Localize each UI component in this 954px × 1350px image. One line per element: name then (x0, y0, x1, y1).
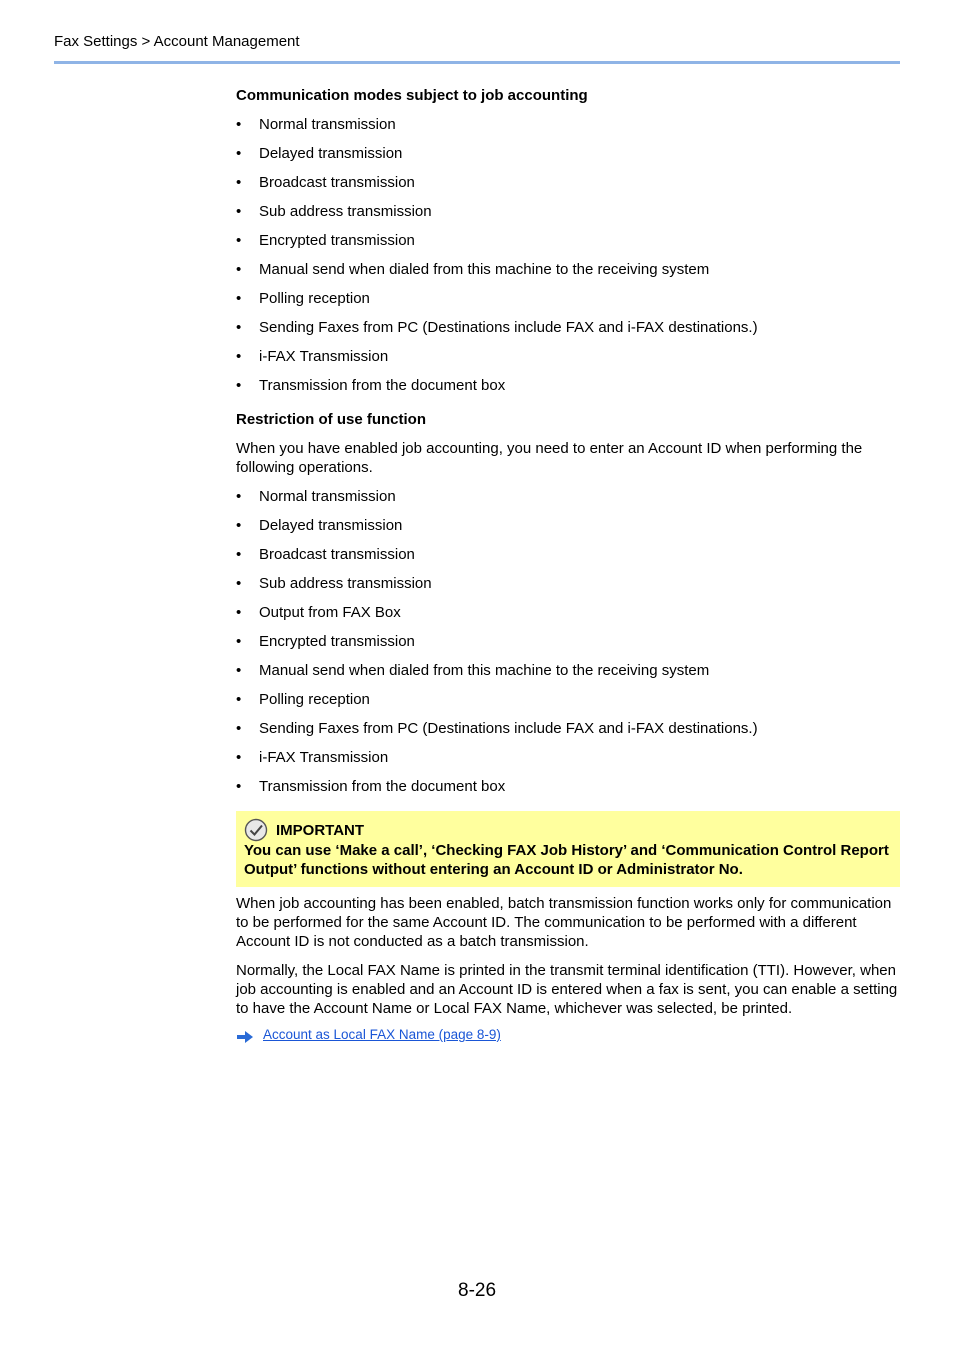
important-text: You can use ‘Make a call’, ‘Checking FAX Job History’ and ‘Communication Control Report Output’ functions without entering an Account ID or Administrator No. (244, 842, 889, 878)
bullet-icon: • (236, 778, 242, 795)
list-item-text: Sub address transmission (259, 575, 432, 592)
list-item-text: Delayed transmission (259, 145, 403, 162)
main-content (236, 86, 900, 1044)
bullet-icon: • (236, 604, 242, 621)
bullet-icon: • (236, 517, 242, 534)
list-item (236, 680, 900, 709)
bullet-icon: • (236, 145, 242, 162)
list-item-text: i-FAX Transmission (259, 348, 389, 365)
bullet-icon: • (236, 662, 242, 679)
list-item (236, 221, 900, 250)
list-item (236, 767, 900, 796)
list-item-text: Sending Faxes from PC (Destinations include FAX and i-FAX destinations.) (259, 720, 758, 737)
list-item (236, 337, 900, 366)
bullet-icon: • (236, 546, 242, 563)
important-note (236, 811, 900, 887)
list-item-text: Encrypted transmission (259, 232, 415, 249)
important-header (244, 819, 892, 841)
account-as-local-fax-name-link[interactable]: Account as Local FAX Name (page 8-9) (263, 1027, 501, 1042)
list-item-text: Broadcast transmission (259, 174, 415, 191)
list-item (236, 192, 900, 221)
bullet-icon: • (236, 488, 242, 505)
list-item (236, 622, 900, 651)
list-item-text: Sending Faxes from PC (Destinations include FAX and i-FAX destinations.) (259, 319, 758, 336)
bullet-icon: • (236, 575, 242, 592)
list-item-text: Transmission from the document box (259, 778, 506, 795)
list-item (236, 250, 900, 279)
check-circle-icon (244, 818, 268, 842)
restriction-list (236, 477, 900, 796)
list-item (236, 535, 900, 564)
list-item-text: Broadcast transmission (259, 546, 415, 563)
list-item-text: Normal transmission (259, 116, 396, 133)
bullet-icon: • (236, 691, 242, 708)
bullet-icon: • (236, 116, 242, 133)
list-item (236, 477, 900, 506)
bullet-icon: • (236, 290, 242, 307)
list-item (236, 308, 900, 337)
bullet-icon: • (236, 749, 242, 766)
list-item-text: Delayed transmission (259, 517, 403, 534)
bullet-icon: • (236, 720, 242, 737)
breadcrumb: Fax Settings > Account Management (54, 33, 300, 50)
list-item (236, 279, 900, 308)
list-item-text: i-FAX Transmission (259, 749, 389, 766)
page-number: 8-26 (458, 1280, 497, 1301)
bullet-icon: • (236, 203, 242, 220)
bullet-icon: • (236, 633, 242, 650)
important-label: IMPORTANT (276, 821, 365, 839)
list-item (236, 163, 900, 192)
list-item-text: Transmission from the document box (259, 377, 506, 394)
section-title-job-accounting: Communication modes subject to job accounting (236, 87, 588, 104)
tti-paragraph: Normally, the Local FAX Name is printed in the transmit terminal identification (TTI). However, when job accounting is enabled and an Account ID is entered when a fax is sent, you can enable a setting to have the Account Name or Local FAX Name, whichever was selected, be printed. (236, 962, 898, 1017)
section-title-restriction: Restriction of use function (236, 411, 427, 428)
list-item-text: Encrypted transmission (259, 633, 415, 650)
bullet-icon: • (236, 232, 242, 249)
list-item (236, 709, 900, 738)
bullet-icon: • (236, 377, 242, 394)
batch-transmission-paragraph: When job accounting has been enabled, batch transmission function works only for communication to be performed for the same Account ID. The communication to be performed with a different Account ID is not conducted as a batch transmission. (236, 895, 892, 950)
list-item (236, 564, 900, 593)
list-item-text: Normal transmission (259, 488, 396, 505)
reference-link-row[interactable] (236, 1025, 900, 1044)
list-item (236, 738, 900, 767)
list-item (236, 134, 900, 163)
bullet-icon: • (236, 261, 242, 278)
list-item-text: Sub address transmission (259, 203, 432, 220)
bullet-icon: • (236, 319, 242, 336)
list-item (236, 651, 900, 680)
arrow-right-icon (236, 1030, 254, 1044)
bullet-icon: • (236, 348, 242, 365)
list-item-text: Output from FAX Box (259, 604, 401, 621)
list-item-text: Manual send when dialed from this machine to the receiving system (259, 261, 710, 278)
list-item-text: Manual send when dialed from this machine to the receiving system (259, 662, 710, 679)
restriction-intro: When you have enabled job accounting, you need to enter an Account ID when performing the following operations. (236, 440, 863, 476)
list-item (236, 506, 900, 535)
list-item-text: Polling reception (259, 290, 370, 307)
list-item (236, 366, 900, 395)
header-divider (54, 61, 900, 64)
list-item-text: Polling reception (259, 691, 370, 708)
list-item (236, 105, 900, 134)
list-item (236, 593, 900, 622)
bullet-icon: • (236, 174, 242, 191)
job-accounting-list (236, 105, 900, 395)
